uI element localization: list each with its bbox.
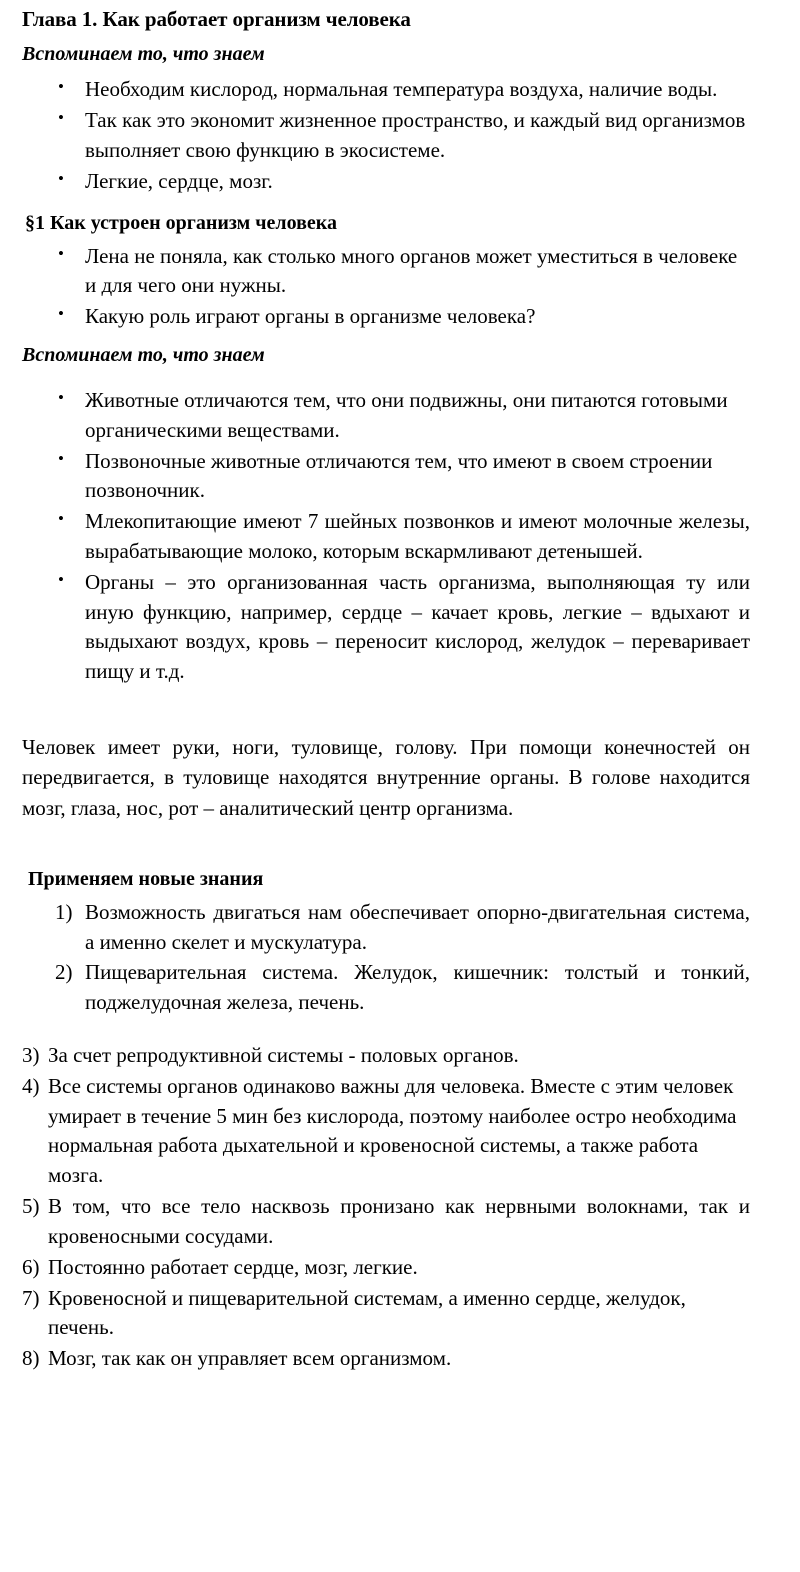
list-item-number: 2) bbox=[55, 960, 73, 985]
section-question-list bbox=[22, 242, 750, 332]
list-item: • Животные отличаются тем, что они подвижны, они питаются готовыми органическими веществами. bbox=[22, 386, 750, 446]
list-item bbox=[22, 898, 750, 958]
body-paragraph: Человек имеет руки, ноги, туловище, голову. При помощи конечностей он передвигается, в туловище находятся внутренние органы. В голове находится мозг, глаза, нос, рот – аналитический центр организма. bbox=[22, 735, 750, 820]
list-item-text: Все системы органов одинаково важны для человека. Вместе с этим человек умирает в течение 5 мин без кислорода, поэтому наиболее остро необходима нормальная работа дыхательной и кровеносной системы, а также работа мозга. bbox=[48, 1073, 737, 1188]
list-item: • Необходим кислород, нормальная температура воздуха, наличие воды. bbox=[22, 75, 750, 105]
recall-heading-second: Вспоминаем то, что знаем bbox=[22, 343, 265, 366]
list-item-text: Мозг, так как он управляет всем организмом. bbox=[48, 1346, 452, 1371]
list-item bbox=[22, 1253, 750, 1283]
list-item-number: 1) bbox=[55, 899, 73, 924]
page-title: Глава 1. Как работает организм человека bbox=[22, 7, 411, 31]
recall-list-first bbox=[22, 75, 750, 196]
list-item-text: За счет репродуктивной системы - половых органов. bbox=[48, 1043, 519, 1068]
list-item: • Легкие, сердце, мозг. bbox=[22, 167, 750, 197]
list-item bbox=[22, 958, 750, 1018]
answers-list-indented bbox=[22, 898, 750, 1018]
section-heading-paragraph-1: §1 Как устроен организм человека bbox=[25, 211, 338, 234]
list-item: • Органы – это организованная часть организма, выполняющая ту или иную функцию, например, сердце – качает кровь, легкие – вдыхают и выдыхают воздух, кровь – переносит кислород, желудок – переваривает пищу и т.д. bbox=[22, 568, 750, 687]
list-item-number: 7) bbox=[22, 1285, 40, 1310]
list-item: • Какую роль играют органы в организме человека? bbox=[22, 302, 750, 332]
list-item-number: 6) bbox=[22, 1254, 40, 1279]
list-item bbox=[22, 1072, 750, 1191]
list-item-number: 8) bbox=[22, 1346, 40, 1371]
list-item-number: 5) bbox=[22, 1194, 40, 1219]
answers-list-outdented bbox=[22, 1041, 750, 1374]
list-item-text: В том, что все тело насквозь пронизано как нервными волокнами, так и кровеносными сосудами. bbox=[48, 1194, 750, 1248]
list-item bbox=[22, 1041, 750, 1071]
list-item: • Млекопитающие имеют 7 шейных позвонков и имеют молочные железы, вырабатывающие молоко, которым вскармливают детенышей. bbox=[22, 507, 750, 567]
spacer bbox=[22, 333, 750, 343]
list-item-text: Кровеносной и пищеварительной системам, а именно сердце, желудок, печень. bbox=[48, 1285, 686, 1340]
recall-list-second bbox=[22, 386, 750, 687]
spacer bbox=[22, 688, 750, 732]
spacer bbox=[22, 823, 750, 867]
list-item-number: 4) bbox=[22, 1073, 40, 1098]
list-item: • Так как это экономит жизненное пространство, и каждый вид организмов выполняет свою функцию в экосистеме. bbox=[22, 106, 750, 166]
list-item-text: Пищеварительная система. Желудок, кишечник: толстый и тонкий, поджелудочная железа, печень. bbox=[85, 960, 750, 1015]
recall-heading-first: Вспоминаем то, что знаем bbox=[22, 43, 265, 66]
apply-knowledge-heading: Применяем новые знания bbox=[28, 867, 264, 890]
spacer bbox=[22, 1019, 750, 1041]
list-item-number: 3) bbox=[22, 1043, 40, 1068]
list-item bbox=[22, 1192, 750, 1252]
list-item-text: Возможность двигаться нам обеспечивает опорно-двигательная система, а именно скелет и мускулатура. bbox=[85, 899, 750, 954]
list-item: • Лена не поняла, как столько много органов может уместиться в человеке и для чего они нужны. bbox=[22, 242, 750, 302]
spacer bbox=[22, 376, 750, 386]
list-item bbox=[22, 1284, 750, 1344]
list-item-text: Постоянно работает сердце, мозг, легкие. bbox=[48, 1254, 418, 1279]
list-item bbox=[22, 1344, 750, 1374]
list-item: • Позвоночные животные отличаются тем, что имеют в своем строении позвоночник. bbox=[22, 447, 750, 507]
